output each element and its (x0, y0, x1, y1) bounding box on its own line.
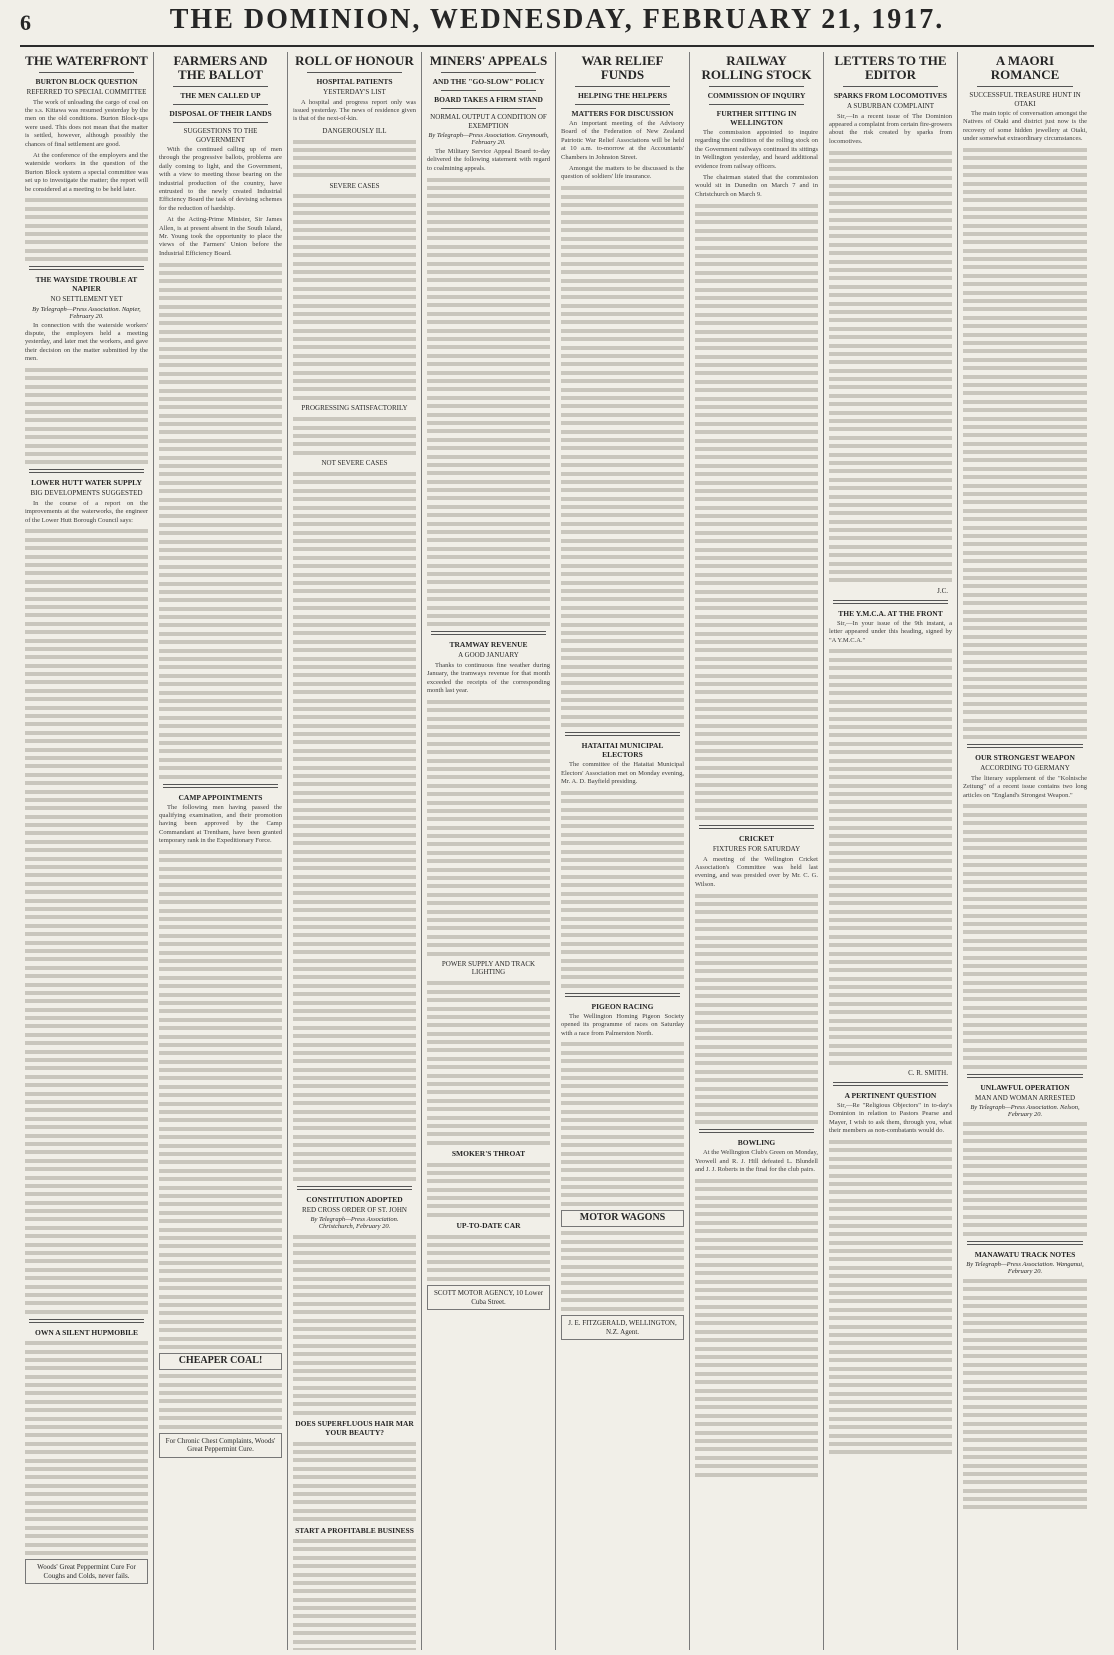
signature: J.C. (937, 586, 948, 595)
body-text-lines (963, 148, 1087, 739)
headline-railway-rolling-stock: RAILWAY ROLLING STOCK (701, 53, 812, 82)
byline: By Telegraph—Press Association. Greymouth, February 20. (428, 132, 549, 146)
subhead: BURTON BLOCK QUESTION (35, 77, 138, 86)
article-body (561, 120, 684, 182)
paragraph: In the course of a report on the improvements at the waterworks, the engineer of the Lower Hutt Borough Council says: (25, 499, 148, 524)
article-body (25, 322, 148, 364)
divider (575, 86, 670, 87)
divider (699, 825, 814, 829)
article-columns (20, 52, 1094, 1650)
article-body (159, 146, 282, 258)
divider (29, 266, 144, 270)
article-body (561, 1013, 684, 1038)
divider (967, 1074, 1083, 1078)
ad-headline: DOES SUPERFLUOUS HAIR MAR YOUR BEAUTY? (295, 1419, 414, 1438)
paragraph: The following men having passed the qualifying examination, and their promotion having been approved by the Camp Commandant at Trentham, have been granted temporary rank in the Expeditionary Force. (159, 803, 282, 845)
page-number: 6 (20, 10, 31, 35)
article-body (963, 110, 1087, 144)
advertisement (561, 1210, 684, 1227)
paragraph: At the conference of the employers and the waterside workers in the question of the Burton Block system a special committee was set up to investigate the matter; the report will be considered at a meeting to be held later. (25, 151, 148, 193)
article-body (695, 129, 818, 199)
byline: By Telegraph—Press Association. Nelson, February 20. (970, 1104, 1080, 1119)
divider (977, 86, 1073, 87)
paragraph: Sir,—In a recent issue of The Dominion appeared a complaint from certain fire-growers about the risk created by sparks from locomotives. (829, 112, 952, 145)
headline-strongest-weapon: OUR STRONGEST WEAPON (975, 753, 1075, 763)
subhead: FIXTURES FOR SATURDAY (712, 845, 801, 854)
subhead: HELPING THE HELPERS (577, 91, 668, 100)
subhead: DISPOSAL OF THEIR LANDS (169, 109, 272, 118)
body-text-lines (561, 791, 684, 988)
divider (833, 600, 948, 604)
divider (29, 1319, 144, 1323)
divider (699, 1129, 814, 1133)
body-text-lines (963, 1279, 1087, 1510)
column-maori-romance (958, 52, 1092, 1650)
advertisement: For Chronic Chest Complaints, Woods' Great Peppermint Cure. (159, 1433, 282, 1458)
body-text-lines (829, 649, 952, 1064)
body-text-lines (695, 894, 818, 1125)
body-text-lines (427, 1163, 550, 1217)
headline-pertinent-question: A PERTINENT QUESTION (844, 1090, 937, 1100)
paragraph: The literary supplement of the "Kolnische Zeitung" of a recent issue contains two long articles on "England's Strongest Weapon." (963, 774, 1087, 799)
divider (173, 86, 268, 87)
subhead: SUCCESSFUL TREASURE HUNT IN OTAKI (969, 91, 1081, 108)
paragraph: The chairman stated that the commission would sit in Dunedin on March 7 and in Christchurch on March 9. (695, 174, 818, 198)
subhead: A SUBURBAN COMPLAINT (846, 102, 935, 110)
paragraph: The Wellington Homing Pigeon Society opened its programme of races on Saturday with a race from Palmerston North. (561, 1012, 684, 1037)
divider (709, 86, 804, 87)
divider (173, 122, 268, 123)
divider (297, 1186, 412, 1190)
body-text-lines (159, 850, 282, 1349)
column-letters (824, 52, 958, 1650)
subhead: PROGRESSING SATISFACTORILY (301, 404, 408, 413)
headline-hataitai: HATAITAI MUNICIPAL ELECTORS (581, 741, 664, 760)
body-text-lines (561, 186, 684, 727)
ad-title: MOTOR WAGONS (579, 1212, 666, 1224)
paragraph: At the Acting-Prime Minister, Sir James Allen, is at present absent in the South Island, Mr. Young took the opportunity to place the views of the Farmers' Union before the Industrial Efficiency Board. (159, 216, 282, 257)
subhead: REFERRED TO SPECIAL COMMITTEE (26, 88, 147, 96)
headline-roll-of-honour: ROLL OF HONOUR (295, 53, 414, 68)
divider (709, 104, 804, 105)
subhead: NOT SEVERE CASES (321, 459, 388, 468)
paragraph: The commission appointed to inquire regarding the condition of the rolling stock on the Government railways continued its sittings in Wellington yesterday, and heard additional evidence from railway officers. (695, 129, 818, 170)
headline-napier: THE WAYSIDE TROUBLE AT NAPIER (35, 275, 138, 294)
subhead: BIG DEVELOPMENTS SUGGESTED (30, 489, 143, 498)
paragraph: Amongst the matters to be discussed is the question of soldiers' life insurance. (561, 165, 684, 181)
headline-bowling: BOWLING (737, 1138, 776, 1148)
body-text-lines (159, 1374, 282, 1428)
newspaper-title: THE DOMINION, WEDNESDAY, FEBRUARY 21, 1917. (169, 4, 945, 35)
subhead: MATTERS FOR DISCUSSION (571, 109, 674, 118)
subhead: HOSPITAL PATIENTS (316, 77, 393, 86)
advertisement: SCOTT MOTOR AGENCY, 10 Lower Cuba Street. (427, 1285, 550, 1310)
divider (565, 993, 680, 997)
subhead: BOARD TAKES A FIRM STAND (434, 95, 543, 104)
advertisement: Woods' Great Peppermint Cure For Coughs and Colds, never fails. (25, 1559, 148, 1584)
divider (441, 108, 536, 109)
body-text-lines (293, 140, 416, 178)
subhead: COMMISSION OF INQUIRY (707, 91, 806, 100)
body-text-lines (25, 1341, 148, 1555)
article-body (695, 1149, 818, 1174)
body-text-lines (963, 1122, 1087, 1235)
divider (843, 86, 938, 87)
ad-headline: UP-TO-DATE CAR (456, 1221, 521, 1231)
ad-headline: START A PROFITABLE BUSINESS (295, 1525, 414, 1535)
divider (575, 104, 670, 105)
advertisement: J. E. FITZGERALD, WELLINGTON, N.Z. Agent. (561, 1315, 684, 1340)
signature: C. R. SMITH. (908, 1068, 948, 1077)
column-farmers-ballot (154, 52, 288, 1650)
paragraph: A hospital and progress report only was issued yesterday. The news of residence given is that of the next-of-kin. (293, 98, 416, 123)
divider (967, 1241, 1083, 1245)
body-text-lines (427, 700, 550, 956)
body-text-lines (427, 178, 550, 627)
headline-tramway-revenue: TRAMWAY REVENUE (449, 640, 528, 650)
column-roll-of-honour (288, 52, 422, 1650)
paragraph: The work of unloading the cargo of coal on the s.s. Kittawa was resumed yesterday by the men on the old conditions. Burton Block-ups were used. This does not mean that the matter is settled, however, although possibly the chances of final settlement are good. (25, 98, 148, 148)
paragraph: In connection with the waterside workers' dispute, the employers held a meeting yesterday, and later met the workers, and gave their decision on the matter submitted by the men. (25, 321, 148, 363)
divider (173, 104, 268, 105)
divider (29, 469, 144, 473)
paragraph: The main topic of conversation amongst the Natives of Otaki and district just now is the recovery of some hidden jewellery at Otaki, under somewhat extraordinary circumstances. (963, 110, 1087, 143)
article-body (561, 761, 684, 786)
body-text-lines (293, 1235, 416, 1415)
body-text-lines (695, 204, 818, 821)
subhead: AND THE "GO-SLOW" POLICY (432, 77, 545, 86)
masthead-rule (20, 45, 1094, 47)
subhead: YESTERDAY'S LIST (323, 88, 386, 96)
body-text-lines (25, 368, 148, 464)
body-text-lines (963, 804, 1087, 1068)
paragraph: The committee of the Hataitai Municipal Electors' Association met on Monday evening, Mr. A. D. Bayfield presiding. (561, 761, 684, 786)
article-body (829, 620, 952, 645)
body-text-lines (293, 194, 416, 399)
subhead: RED CROSS ORDER OF ST. JOHN (302, 1205, 407, 1214)
body-text-lines (25, 198, 148, 261)
body-text-lines (25, 529, 148, 1313)
article-body (427, 148, 550, 173)
body-text-lines (293, 1442, 416, 1522)
paragraph: Sir,—In your issue of the 9th instant, a letter appeared under this heading, signed by "A Y.M.C.A." (829, 619, 952, 644)
body-text-lines (293, 1539, 416, 1650)
ad-headline: OWN A SILENT HUPMOBILE (34, 1327, 138, 1337)
headline-letters: LETTERS TO THE EDITOR (834, 53, 947, 82)
body-text-lines (829, 1140, 952, 1454)
divider (441, 72, 536, 73)
headline-war-relief: WAR RELIEF FUNDS (581, 53, 664, 82)
body-text-lines (293, 417, 416, 455)
headline-maori-romance: A MAORI ROMANCE (990, 53, 1060, 82)
body-text-lines (427, 981, 550, 1144)
headline-miners-appeals: MINERS' APPEALS (429, 53, 548, 68)
body-text-lines (561, 1042, 684, 1205)
paragraph: With the continued calling up of men through the progressive ballots, problems are daily coming to light, and the Government, with a view to meeting those bearing on the industrial production of the country, have entrusted to the newly created Industrial Efficiency Board the task of devising schemes for the reduction of hardship. (159, 146, 282, 212)
advertisement (159, 1353, 282, 1370)
headline-lower-hutt: LOWER HUTT WATER SUPPLY (31, 478, 142, 488)
masthead (20, 4, 1094, 44)
headline-cricket: CRICKET (738, 834, 774, 844)
article-body (293, 99, 416, 124)
body-text-lines (561, 1231, 684, 1311)
subhead: MAN AND WOMAN ARRESTED (974, 1093, 1076, 1102)
article-body (25, 500, 148, 525)
article-body (427, 662, 550, 696)
ad-headline: SMOKER'S THROAT (451, 1149, 526, 1159)
body-text-lines (829, 151, 952, 583)
divider (307, 72, 402, 73)
paragraph: Thanks to continuous fine weather during January, the tramways revenue for that month exceeded the receipts of the corresponding month last year. (427, 661, 550, 695)
column-war-relief (556, 52, 690, 1650)
headline-ymca: THE Y.M.C.A. AT THE FRONT (838, 608, 943, 618)
divider (441, 90, 536, 91)
headline-pigeon-racing: PIGEON RACING (591, 1001, 654, 1011)
paragraph: An important meeting of the Advisory Board of the Federation of New Zealand Patriotic War Relief Associations will be held at 10 a.m. to-morrow at the Accountants' Chambers in Johnston Street. (561, 120, 684, 161)
column-railway-rolling-stock (690, 52, 824, 1650)
byline: By Telegraph—Press Association. Napier, February 20. (32, 305, 141, 320)
article-body (829, 113, 952, 147)
headline-manawatu-track: MANAWATU TRACK NOTES (974, 1249, 1076, 1259)
divider (431, 631, 546, 635)
article-body (963, 775, 1087, 800)
paragraph: A meeting of the Wellington Cricket Association's Committee was held last evening, and was presided over by Mr. C. G. Wilson. (695, 855, 818, 888)
article-body (829, 1102, 952, 1136)
headline-camp-appointments: CAMP APPOINTMENTS (178, 792, 263, 802)
body-text-lines (695, 1179, 818, 1477)
article-body (159, 804, 282, 846)
divider (967, 744, 1083, 748)
paragraph: Sir,—Re "Religious Objectors" in to-day's Dominion in relation to Pastors Pearse and Mayer, I wish to ask them, through you, what their members as non-combatants would do. (829, 1101, 952, 1135)
article-body (695, 856, 818, 890)
subhead: THE MEN CALLED UP (180, 91, 261, 100)
column-waterfront (20, 52, 154, 1650)
divider (39, 72, 134, 73)
subhead: SUGGESTIONS TO THE GOVERNMENT (183, 127, 258, 144)
subhead: A GOOD JANUARY (458, 651, 519, 660)
body-text-lines (427, 1235, 550, 1281)
headline-waterfront: THE WATERFRONT (25, 53, 148, 68)
subhead: NORMAL OUTPUT A CONDITION OF EXEMPTION (430, 113, 547, 130)
body-text-lines (293, 472, 416, 1181)
article-body (25, 99, 148, 194)
subhead: NO SETTLEMENT YET (50, 295, 123, 304)
subhead: POWER SUPPLY AND TRACK LIGHTING (441, 959, 536, 977)
byline: By Telegraph—Press Association. Christchurch, February 20. (310, 1216, 399, 1231)
column-miners-appeals (422, 52, 556, 1650)
divider (565, 732, 680, 736)
headline-farmers-ballot: FARMERS AND THE BALLOT (173, 53, 268, 82)
subhead: SEVERE CASES (329, 181, 380, 190)
divider (163, 784, 278, 788)
paragraph: The Military Service Appeal Board to-day delivered the following statement with regard to coalmining appeals. (427, 148, 550, 172)
subhead: DANGEROUSLY ILL (322, 126, 387, 135)
subhead: FURTHER SITTING IN WELLINGTON (716, 109, 797, 127)
headline-unlawful-operation: UNLAWFUL OPERATION (980, 1082, 1070, 1092)
subhead: SPARKS FROM LOCOMOTIVES (833, 91, 948, 100)
subhead: ACCORDING TO GERMANY (980, 764, 1070, 773)
divider (833, 1082, 948, 1086)
ad-title: CHEAPER COAL! (178, 1355, 263, 1367)
body-text-lines (159, 263, 282, 779)
byline: By Telegraph—Press Association. Wanganui, February 20. (966, 1260, 1084, 1275)
paragraph: At the Wellington Club's Green on Monday, Yeowell and R. J. Hill defeated L. Blundell and J. J. Roberts in the final for the club pairs. (695, 1149, 818, 1174)
headline-constitution: CONSTITUTION ADOPTED (306, 1194, 403, 1204)
